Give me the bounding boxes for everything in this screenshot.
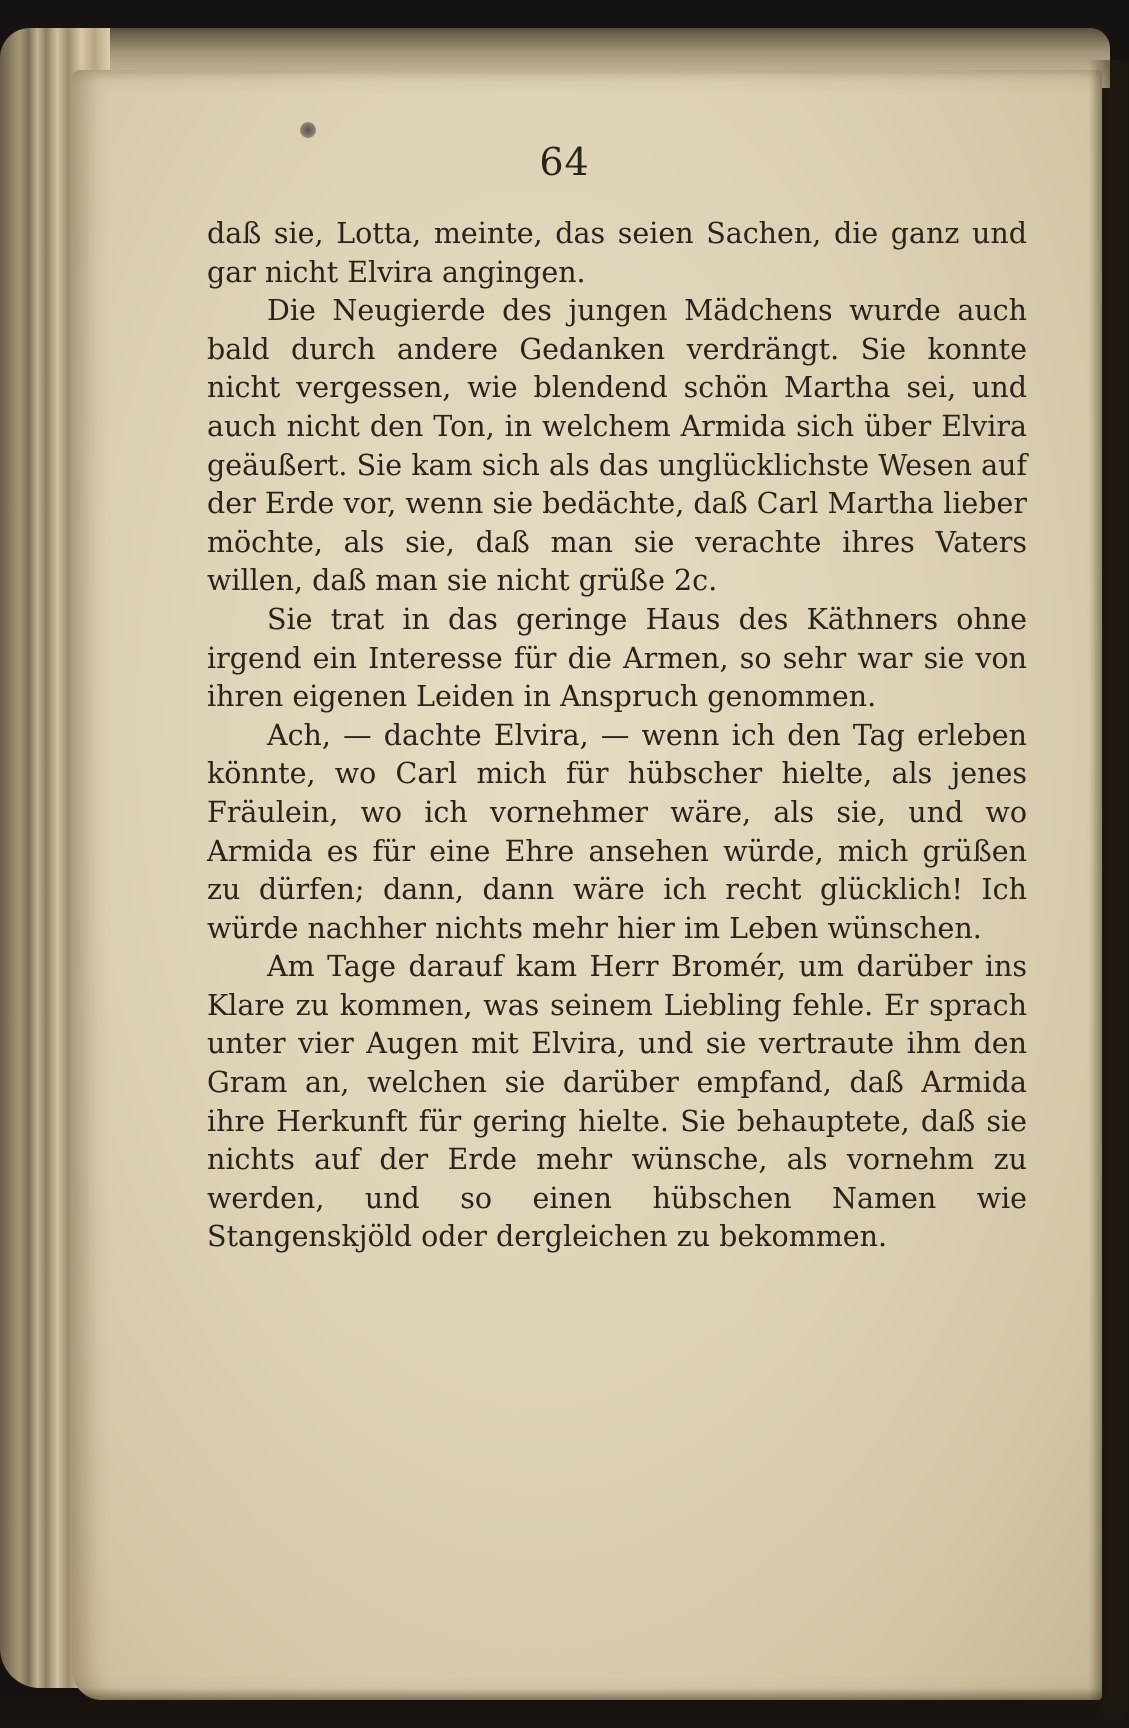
paragraph: Die Neugierde des jungen Mädchens wurde auch bald durch andere Gedanken verdrängt. Sie konnte nicht vergessen, wie blendend schön Martha sei, und auch nicht den Ton, in welchem Armida sich über Elvira geäußert. Sie kam sich als das unglücklichste Wesen auf der Erde vor, wenn sie bedächte, daß Carl Martha lieber möchte, als sie, daß man sie verachte ihres Vaters willen, daß man sie nicht grüße 2c. — [207, 294, 1027, 598]
bottom-shadow — [0, 1688, 1129, 1728]
binding-shadow-right — [1089, 60, 1129, 1728]
paragraph: daß sie, Lotta, meinte, das seien Sachen, die ganz und gar nicht Elvira angingen. — [207, 217, 1027, 289]
page-number: 64 — [539, 140, 590, 184]
paragraph: Am Tage darauf kam Herr Bromér, um darüber ins Klare zu kommen, was seinem Liebling fehle. Er sprach unter vier Augen mit Elvira, und sie vertraute ihm den Gram an, welchen sie darüber empfand, daß Armida ihre Herkunft für gering hielte. Sie behauptete, daß sie nichts auf der Erde mehr wünsche, als vornehm zu werden, und so einen hübschen Namen wie Stangenskjöld oder dergleichen zu bekommen. — [207, 950, 1027, 1254]
ink-stain — [300, 122, 316, 138]
paragraph: Ach, — dachte Elvira, — wenn ich den Tag erleben könnte, wo Carl mich für hübscher hielte, als jenes Fräulein, wo ich vornehmer wäre, als sie, und wo Armida es für eine Ehre ansehen würde, mich grüßen zu dürfen; dann, dann wäre ich recht glücklich! Ich würde nachher nichts mehr hier im Leben wünschen. — [207, 718, 1027, 945]
body-text — [207, 215, 1027, 1257]
paragraph: Sie trat in das geringe Haus des Käthners ohne irgend ein Interesse für die Armen, so sehr war sie von ihren eigenen Leiden in Anspruch genommen. — [207, 602, 1027, 714]
